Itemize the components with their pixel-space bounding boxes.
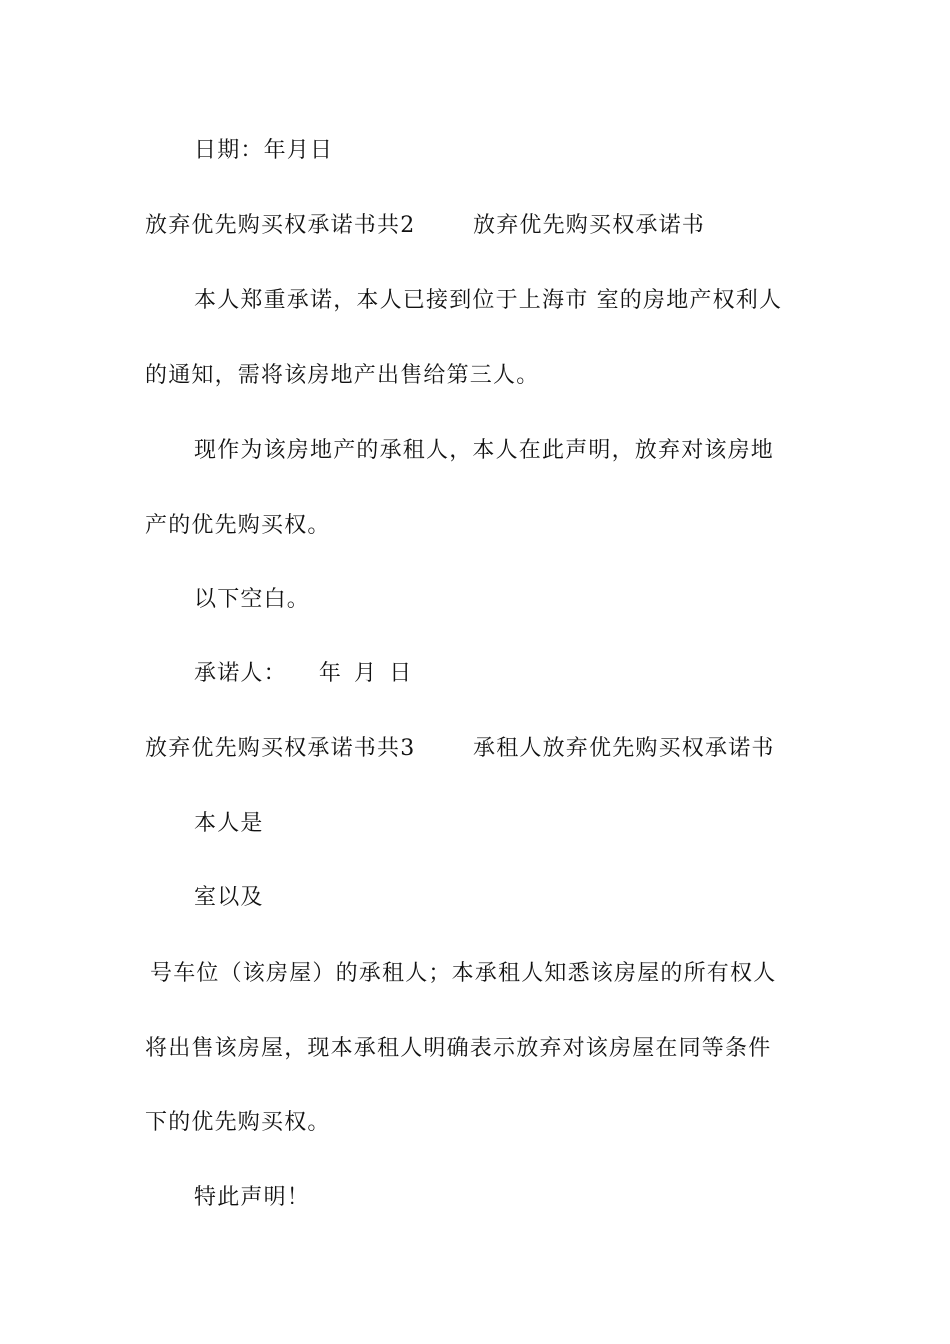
section3-line5: 下的优先购买权。 (145, 1110, 331, 1135)
section2-title: 放弃优先购买权承诺书 (473, 213, 706, 238)
signer-month: 月 (354, 661, 378, 686)
signer-day: 日 (389, 661, 413, 686)
section3-closing: 特此声明！ (194, 1185, 311, 1210)
section2-label: 放弃优先购买权承诺书共2 (145, 213, 416, 238)
section3-line3: 号车位（该房屋）的承租人；本承租人知悉该房屋的所有权人 (150, 961, 777, 986)
section3-title: 承租人放弃优先购买权承诺书 (473, 736, 775, 761)
section2-blank-note: 以下空白。 (194, 587, 311, 612)
section2-para2-line1: 现作为该房地产的承租人，本人在此声明，放弃对该房地 (194, 438, 775, 463)
section3-line1: 本人是 (194, 811, 264, 836)
section2-para1-line2: 的通知，需将该房地产出售给第三人。 (145, 363, 540, 388)
section3-label: 放弃优先购买权承诺书共3 (145, 736, 416, 761)
date-line: 日期：年月日 (194, 138, 334, 163)
section3-line2: 室以及 (194, 885, 264, 910)
section2-signature-line (194, 659, 412, 689)
section2-para1-line1: 本人郑重承诺，本人已接到位于上海市 室的房地产权利人 (194, 288, 783, 313)
signer-label: 承诺人： (194, 661, 287, 686)
signer-year: 年 (318, 661, 343, 686)
section3-line4: 将出售该房屋，现本承租人明确表示放弃对该房屋在同等条件 (145, 1036, 772, 1061)
section2-para2-line2: 产的优先购买权。 (145, 513, 331, 538)
